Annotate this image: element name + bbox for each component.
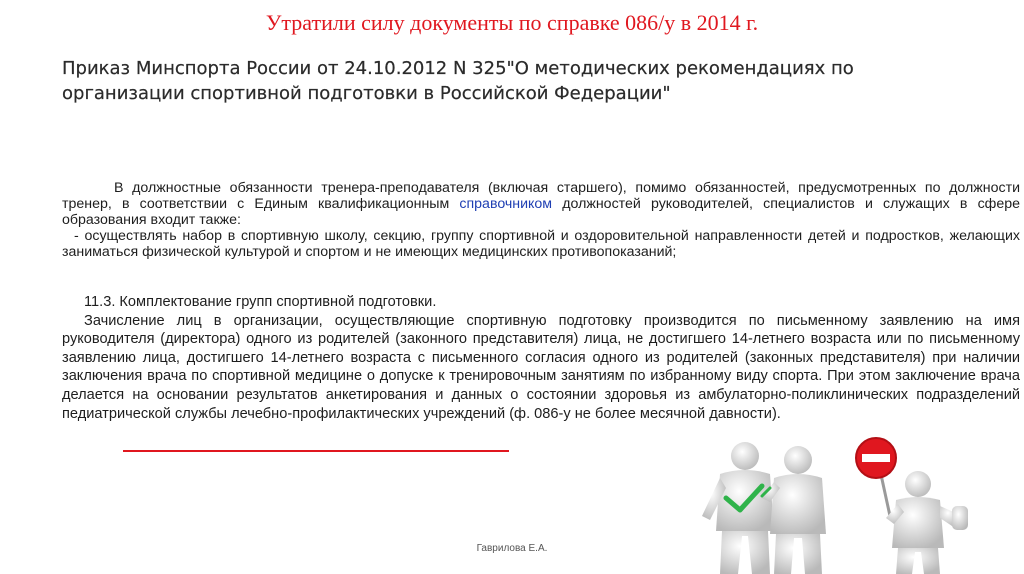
raised-hand [952, 506, 968, 530]
duties-text-1: В должностные обязанности тренера-преподавателя (включая старшего), помимо обязанностей, предусмотренных по должности тренер, в соответствии с Единым квалификационным [62, 180, 1020, 212]
highlight-underline [123, 450, 509, 452]
section-body [62, 312, 1020, 424]
duties-bullet: - осуществлять набор в спортивную школу, секцию, группу спортивной и оздоровительной направленности детей и подростков, желающих заниматься физической культурой и спортом и не имеющих медицинских противопоказаний; [62, 228, 1020, 260]
duties-text-2: должностей руководителей, специалистов и служащих в сфере образования входит также: [62, 196, 1021, 228]
duties-paragraph [62, 180, 1020, 260]
order-title: Приказ Минспорта России от 24.10.2012 N 325"О методических рекомендациях по организации спортивной подготовки в Российской Федерации" [62, 58, 854, 104]
stop-sign-icon [856, 438, 896, 516]
figure-approved [702, 442, 774, 574]
figure-stop [886, 471, 968, 574]
section-body-text: Зачисление лиц в организации, осуществляющие спортивную подготовку производится по письменному заявлению на имя руководителя (директора) одного из родителей (законного представителя) лица, не достигшего 14-летнего возраста или по письменному заявлению лица, достигшего 14-летнего возраста с письменного согласия одного из родителей (законных представителя) при наличии заключения врача по спортивной медицине о допуске к тренировочным занятиям по избранному виду спорта. При этом заключение врача делается на основании результатов анкетирования и данных о состоянии здоровья из амбулаторно-поликлинических подразделений педиатрической службы лечебно-профилактических учреждений (ф. 086-у не более месячной давности). [62, 312, 1020, 422]
slide-title: Утратили силу документы по справке 086/у в 2014 г. [265, 10, 759, 35]
author-footer: Гаврилова Е.А. [476, 543, 548, 554]
section-11-3 [62, 293, 1020, 423]
section-heading: 11.3. Комплектование групп спортивной подготовки. [84, 294, 437, 310]
reference-link[interactable]: справочником [459, 196, 553, 212]
illustration-figures [690, 436, 1024, 574]
